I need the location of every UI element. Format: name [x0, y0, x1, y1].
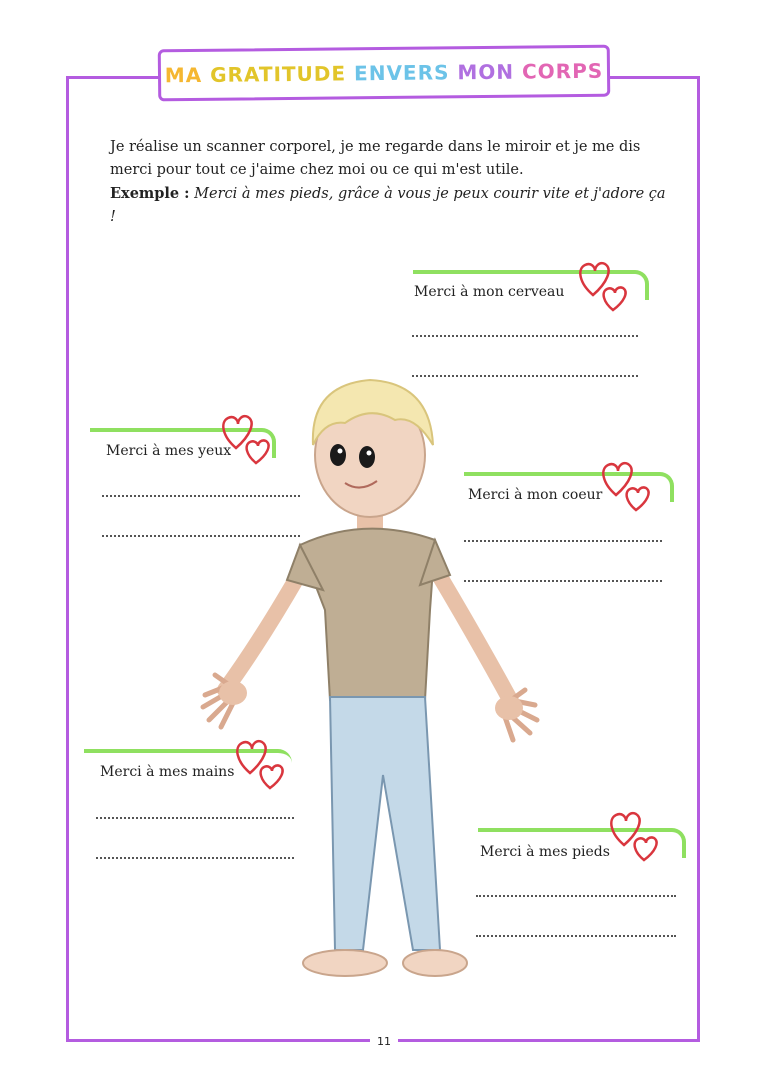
- answer-line-pieds-1[interactable]: [476, 893, 676, 897]
- title-word-5: CORPS: [521, 58, 604, 84]
- heart-icon: [575, 255, 635, 315]
- title-word-1: MA: [164, 62, 203, 88]
- answer-line-cerveau-1[interactable]: [412, 333, 638, 337]
- intro-text: [110, 136, 670, 229]
- page-title: [165, 59, 604, 88]
- title-word-2: GRATITUDE: [210, 61, 347, 87]
- heart-icon: [218, 408, 278, 468]
- label-coeur: Merci à mon coeur: [468, 487, 603, 503]
- label-yeux: Merci à mes yeux: [106, 443, 232, 459]
- title-word-4: MON: [457, 59, 515, 85]
- example-line: [110, 182, 670, 229]
- title-banner: [158, 45, 611, 102]
- heart-icon: [232, 733, 292, 793]
- answer-line-coeur-1[interactable]: [464, 538, 662, 542]
- page-number: 11: [370, 1035, 398, 1048]
- answer-line-coeur-2[interactable]: [464, 578, 662, 582]
- label-mains: Merci à mes mains: [100, 764, 235, 780]
- example-label: Exemple :: [110, 185, 190, 202]
- label-pieds: Merci à mes pieds: [480, 844, 610, 860]
- example-text: Merci à mes pieds, grâce à vous je peux courir vite et j'adore ça !: [110, 186, 666, 225]
- heart-icon: [598, 455, 658, 515]
- heart-icon: [606, 805, 666, 865]
- answer-line-yeux-1[interactable]: [102, 493, 300, 497]
- answer-line-pieds-2[interactable]: [476, 933, 676, 937]
- answer-line-mains-1[interactable]: [96, 815, 294, 819]
- answer-line-cerveau-2[interactable]: [412, 373, 638, 377]
- title-word-3: ENVERS: [353, 60, 450, 86]
- intro-paragraph: Je réalise un scanner corporel, je me regarde dans le miroir et je me dis merci pour tout ce j'aime chez moi ou ce qui m'est utile.: [110, 139, 641, 178]
- label-cerveau: Merci à mon cerveau: [414, 284, 565, 300]
- answer-line-yeux-2[interactable]: [102, 533, 300, 537]
- answer-line-mains-2[interactable]: [96, 855, 294, 859]
